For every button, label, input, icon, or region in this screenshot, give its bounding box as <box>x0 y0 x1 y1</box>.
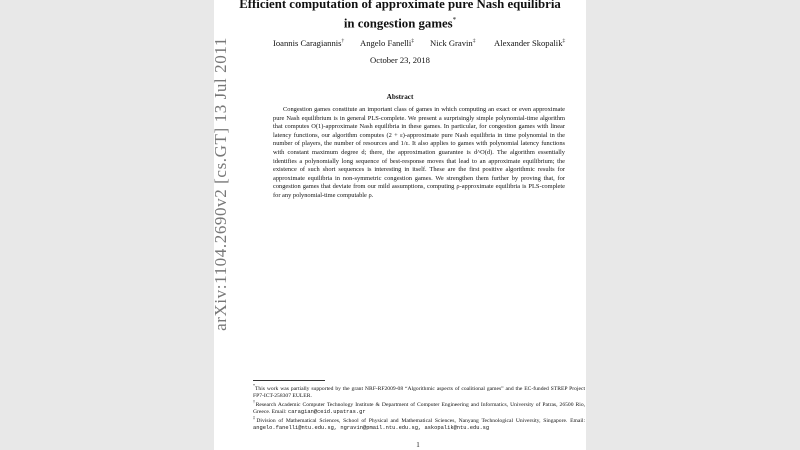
abstract-body <box>273 106 565 201</box>
title-line-1: Efficient computation of approximate pure Nash equilibria <box>239 0 561 11</box>
footnote-email[interactable]: caragian@ceid.upatras.gr <box>287 409 366 416</box>
footnote-mark: † <box>253 399 256 404</box>
footnote-rule <box>253 380 325 381</box>
author-name: Alexander Skopalik <box>494 38 563 48</box>
footnote-email[interactable]: angelo.fanelli@ntu.edu.sg, ngravin@pmail.ntu.edu.sg, askopalik@ntu.edu.sg <box>253 425 490 432</box>
author-mark: ‡ <box>411 38 415 45</box>
abstract-text: Congestion games constitute an important class of games in which computing an exact or even approximate pure Nash equilibrium is in general PLS-complete. We present a surprisingly simple polynomial-time algorithm that computes O(1)-approximate Nash equilibria in these games. In particular, for congestion games with linear latency functions, our algorithm computes (2 + ε)-approximate pure Nash equilibria in time polynomial in the number of players, the number of resources and 1/ε. It also applies to games with polynomial latency functions with constant maximum degree d; there, the approximation guarantee is d^O(d). The algorithm essentially identifies a polynomially long sequence of best-response moves that lead to an approximate equilibrium; the existence of such short sequences is interesting in itself. These are the first positive algorithmic results for approximate equilibria in non-symmetric congestion games. We strengthen them further by proving that, for congestion games that deviate from our mild assumptions, computing ρ-approximate equilibria is PLS-complete for any polynomial-time computable ρ. <box>273 106 565 199</box>
arxiv-stamp-text: arXiv:1104.2690v2 [cs.GT] 13 Jul 2011 <box>211 36 230 331</box>
paper-date: October 23, 2018 <box>370 55 430 65</box>
footnote-text: This work was partially supported by the grant NRF-RF2009-08 “Algorithmic aspects of coalitional games” and the EC-funded STREP Project FP7-ICT-258307 EULER. <box>253 385 585 400</box>
author-mark: ‡ <box>472 38 476 45</box>
paper-title <box>195 0 605 31</box>
author-mark: † <box>341 38 345 45</box>
author-1 <box>273 38 344 48</box>
footnote-mark: ‡ <box>253 415 257 420</box>
footnote-3 <box>253 414 585 433</box>
abstract-heading: Abstract <box>386 93 414 101</box>
title-footnote-mark: * <box>452 16 457 24</box>
author-3 <box>430 38 475 48</box>
title-line-2: in congestion games <box>343 16 453 31</box>
footnote-text: Research Academic Computer Technology Institute & Department of Computer Engineering and Informatics, University of Patras, 26500 Rio, Greece. Email: <box>253 401 586 416</box>
author-mark: ‡ <box>562 38 566 45</box>
author-name: Ioannis Caragiannis <box>273 38 342 48</box>
page-number: 1 <box>416 441 420 449</box>
footnote-mark: * <box>253 383 255 388</box>
footnote-text: Division of Mathematical Sciences, School of Physical and Mathematical Sciences, Nanyang Technological University, Singapore. Email: <box>256 417 586 424</box>
arxiv-stamp <box>207 36 235 331</box>
author-name: Nick Gravin <box>430 38 473 48</box>
author-2 <box>360 38 414 48</box>
author-4 <box>494 38 565 48</box>
author-name: Angelo Fanelli <box>360 38 412 48</box>
